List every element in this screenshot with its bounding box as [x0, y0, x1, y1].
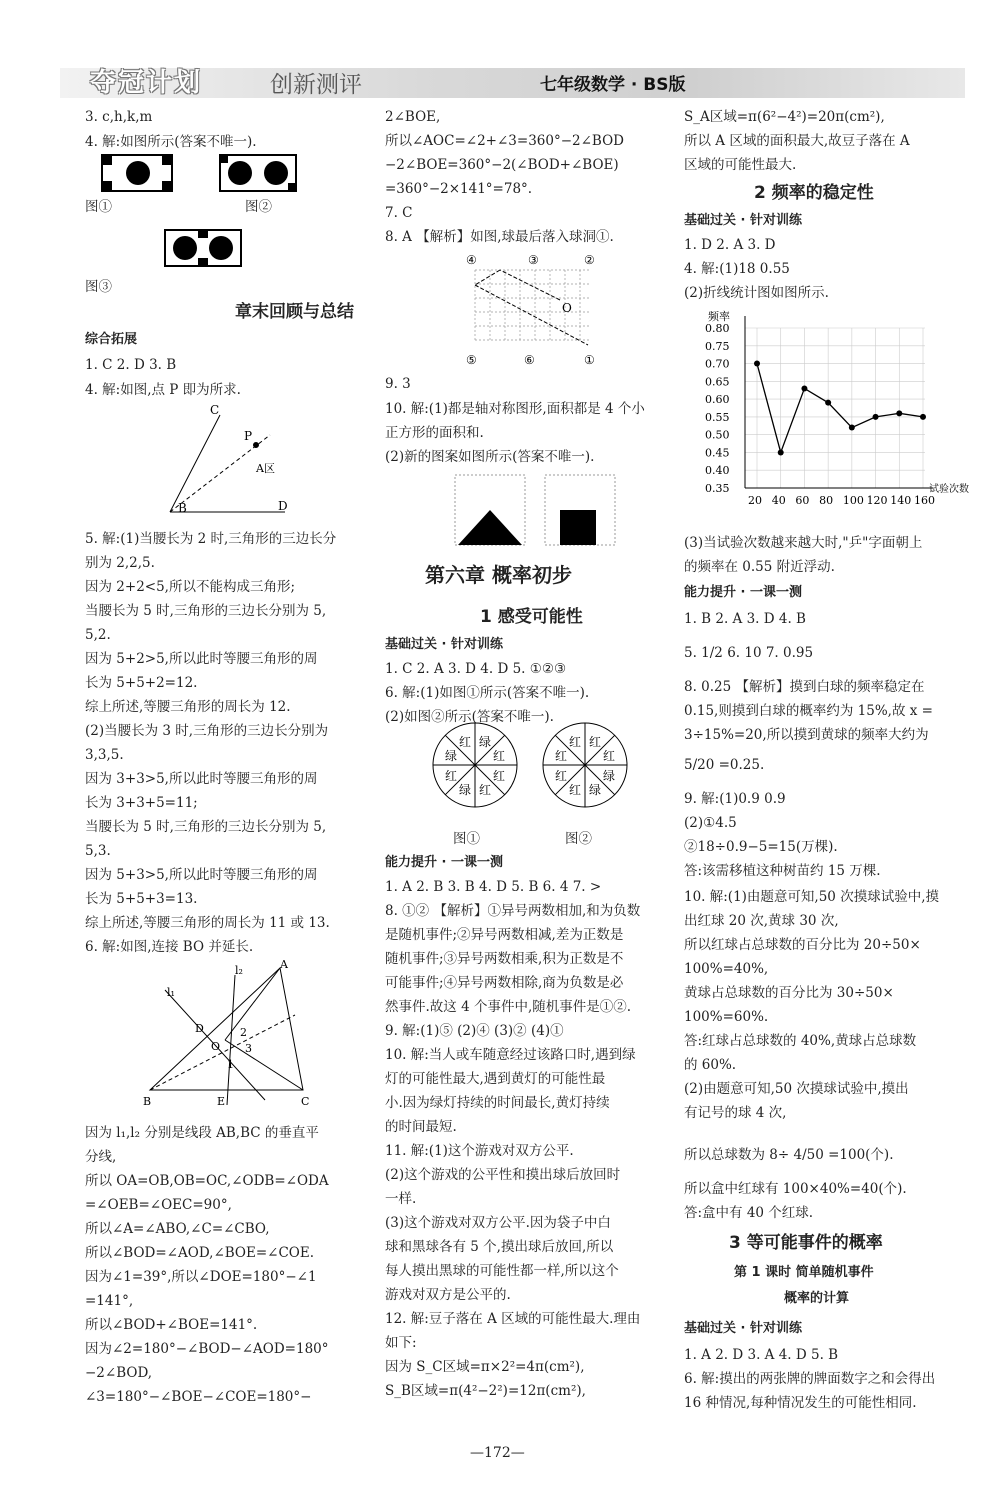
text-line: 3÷15%=20,所以摸到黄球的频率大约为	[684, 727, 929, 743]
text-line: 所以 A 区域的面积最大,故豆子落在 A	[684, 133, 910, 149]
spinner-sector-label: 绿	[444, 749, 457, 764]
text-line: (3)当试验次数越来越大时,"乒"字面朝上	[684, 535, 923, 551]
text-line: 综上所述,等腰三角形的周长为 11 或 13.	[85, 915, 330, 931]
label-c: C	[210, 403, 220, 417]
text-line: 0.15,则摸到白球的概率约为 15%,故 x =	[684, 703, 933, 719]
text-line: =141°,	[85, 1293, 134, 1309]
text-line: =360°−2×141°=78°.	[385, 181, 533, 197]
text-line: 综合拓展	[85, 332, 138, 347]
spinner-sector-label: 红	[588, 734, 601, 749]
svg-text:③: ③	[528, 253, 539, 267]
text-line: 是随机事件;②异号两数相减,差为正数是	[385, 927, 624, 943]
text-line: 1. B 2. A 3. D 4. B	[684, 611, 806, 627]
text-line: 1. C 2. A 3. D 4. D 5. ①②③	[385, 661, 567, 677]
text-line: 的 60%.	[684, 1057, 737, 1073]
text-line: 出红球 20 次,黄球 30 次,	[684, 913, 839, 929]
svg-text:②: ②	[584, 253, 595, 267]
svg-text:C: C	[301, 1095, 310, 1108]
text-line: 长为 5+5+2=12.	[85, 675, 198, 691]
text-line: 9. 3	[385, 376, 411, 392]
text-line: 1. C 2. D 3. B	[85, 357, 177, 373]
text-line: 16 种情况,每种情况发生的可能性相同.	[684, 1395, 917, 1411]
svg-text:O: O	[562, 301, 572, 315]
text-line: 10. 解:(1)都是轴对称图形,面积都是 4 个小	[385, 401, 645, 417]
text-line: 9. 解:(1)0.9 0.9	[684, 791, 786, 807]
text-line: 图③	[85, 279, 112, 295]
text-line: 9. 解:(1)⑤ (2)④ (3)② (4)①	[385, 1023, 564, 1039]
text-line: 8. ①② 【解析】①异号两数相加,和为负数	[385, 903, 641, 919]
figure-angle-bisector	[160, 400, 300, 520]
y-tick-label: 0.60	[705, 393, 730, 407]
series-line	[757, 364, 923, 453]
spinner-sector-label: 红	[603, 749, 616, 764]
svg-text:1: 1	[227, 1058, 234, 1071]
text-line: 图②	[565, 831, 592, 847]
y-tick-label: 0.75	[705, 339, 730, 353]
text-line: 所以∠BOD=∠AOD,∠BOE=∠COE.	[85, 1245, 315, 1261]
text-line: 8. 0.25 【解析】摸到白球的频率稳定在	[684, 679, 925, 695]
text-line: ②18÷0.9−5=15(万棵).	[684, 839, 838, 855]
text-line: 4. 解:(1)18 0.55	[684, 261, 790, 277]
text-line: 别为 2,2,5.	[85, 555, 155, 571]
svg-text:P: P	[244, 429, 253, 443]
text-line: 综上所述,等腰三角形的周长为 12.	[85, 699, 291, 715]
x-tick-label: 60	[795, 494, 810, 507]
text-line: 1. D 2. A 3. D	[684, 237, 776, 253]
data-point	[778, 449, 784, 455]
svg-text:B: B	[178, 501, 187, 515]
text-line: 10. 解:(1)由题意可知,50 次摸球试验中,摸	[684, 889, 939, 905]
text-line: −2∠BOE=360°−2(∠BOD+∠BOE)	[385, 157, 619, 173]
series-logo: 夺冠计划	[90, 68, 203, 98]
spinner-sector-label: 红	[478, 783, 491, 798]
svg-text:D: D	[278, 499, 288, 513]
svg-text:2: 2	[240, 1026, 247, 1039]
text-line: 长为 5+5+3=13.	[85, 891, 198, 907]
text-line: 12. 解:豆子落在 A 区域的可能性最大.理由	[385, 1311, 641, 1327]
svg-text:A: A	[280, 958, 288, 971]
data-point	[754, 361, 760, 367]
text-line: 11. 解:(1)这个游戏对双方公平.	[385, 1143, 574, 1159]
text-line: 第六章 概率初步	[425, 563, 572, 587]
data-point	[825, 400, 831, 406]
data-point	[920, 414, 926, 420]
text-line: 答:盒中有 40 个红球.	[684, 1205, 814, 1221]
text-line: 章末回顾与总结	[235, 302, 354, 322]
text-line: 5,2.	[85, 627, 111, 643]
text-line: 有记号的球 4 次,	[684, 1105, 787, 1121]
text-line: 4. 解:如图,点 P 即为所求.	[85, 382, 241, 398]
text-line: 图①	[453, 831, 480, 847]
y-tick-label: 0.45	[705, 446, 730, 460]
x-tick-label: 80	[819, 494, 834, 507]
svg-text:3: 3	[245, 1042, 252, 1055]
text-line: 如下:	[385, 1335, 417, 1351]
text-line: 游戏对双方是公平的.	[385, 1287, 511, 1303]
y-axis-label: 频率	[708, 310, 730, 323]
book-title: 七年级数学 · BS版	[540, 75, 686, 95]
text-line: 2∠BOE,	[385, 109, 441, 125]
text-line: 所以盒中红球有 100×40%=40(个).	[684, 1181, 907, 1197]
text-line: 因为 l₁,l₂ 分别是线段 AB,BC 的垂直平	[85, 1125, 319, 1141]
figure-spinners	[420, 715, 640, 825]
text-line: 然事件.故这 4 个事件中,随机事件是①②.	[385, 999, 632, 1015]
spinner-sector-label: 绿	[588, 783, 601, 798]
text-line: 小.因为绿灯持续的时间最长,黄灯持续	[385, 1095, 610, 1111]
text-line: 灯的可能性最大,遇到黄灯的可能性最	[385, 1071, 606, 1087]
text-line: 100%=60%.	[684, 1009, 769, 1025]
y-tick-label: 0.40	[705, 464, 730, 478]
text-line: (2)这个游戏的公平性和摸出球后放回时	[385, 1167, 621, 1183]
x-tick-label: 160	[914, 494, 935, 507]
x-tick-label: 20	[748, 494, 762, 507]
spinner-sector-label: 红	[569, 734, 582, 749]
svg-text:⑥: ⑥	[524, 353, 535, 367]
text-line: 3 等可能事件的概率	[729, 1233, 883, 1253]
data-point	[801, 385, 807, 391]
text-line: 黄球占总球数的百分比为 30÷50×	[684, 985, 894, 1001]
text-line: 当腰长为 5 时,三角形的三边长分别为 5,	[85, 819, 327, 835]
text-line: (2)如图②所示(答案不唯一).	[385, 709, 554, 725]
x-axis-label: 试验次数	[929, 484, 969, 495]
text-line: 答:该需移植这种树苗约 15 万棵.	[684, 863, 881, 879]
text-line: 6. 解:如图,连接 BO 并延长.	[85, 939, 254, 955]
spinner-sector-label: 红	[493, 768, 506, 783]
text-line: 所以总球数为 8÷ 4/50 =100(个).	[684, 1147, 894, 1163]
text-line: 因为 5+2>5,所以此时等腰三角形的周	[85, 651, 318, 667]
text-line: 可能事件;④异号两数相除,商为负数是必	[385, 975, 624, 991]
figure-tile-patterns	[450, 470, 630, 550]
y-tick-label: 0.55	[705, 410, 730, 424]
page-number: —172—	[470, 1445, 525, 1461]
y-tick-label: 0.80	[705, 322, 730, 335]
spinner-sector-label: 红	[444, 768, 457, 783]
text-line: 5/20 =0.25.	[684, 757, 765, 773]
text-line: 区域的可能性最大.	[684, 157, 797, 173]
text-line: 因为 5+3>5,所以此时等腰三角形的周	[85, 867, 318, 883]
text-line: 所以 OA=OB,OB=OC,∠ODB=∠ODA	[85, 1173, 329, 1189]
text-line: S_A区域=π(6²−4²)=20π(cm²),	[684, 109, 885, 125]
svg-text:E: E	[217, 1095, 226, 1108]
text-line: 因为 S_C区域=π×2²=4π(cm²),	[385, 1359, 585, 1375]
text-line: 答:红球占总球数的 40%,黄球占总球数	[684, 1033, 917, 1049]
text-line: 7. C	[385, 205, 413, 221]
text-line: 能力提升 · 一课一测	[684, 585, 802, 600]
text-line: 的频率在 0.55 附近浮动.	[684, 559, 835, 575]
text-line: 所以∠A=∠ABO,∠C=∠CBO,	[85, 1221, 270, 1237]
text-line: 因为 3+3>5,所以此时等腰三角形的周	[85, 771, 318, 787]
text-line: 的时间最短.	[385, 1119, 457, 1135]
x-tick-label: 100	[842, 494, 864, 507]
text-line: 因为∠2=180°−∠BOD−∠AOD=180°	[85, 1341, 329, 1357]
text-line: 长为 3+3+5=11;	[85, 795, 198, 811]
text-line: 6. 解:摸出的两张牌的牌面数字之和会得出	[684, 1371, 936, 1387]
text-line: 每人摸出黑球的可能性都一样,所以这个	[385, 1263, 619, 1279]
text-line: 100%=40%,	[684, 961, 769, 977]
text-line: (2)折线统计图如图所示.	[684, 285, 829, 301]
text-line: 2 频率的稳定性	[754, 183, 874, 203]
text-line: ∠3=180°−∠BOE−∠COE=180°−	[85, 1389, 312, 1405]
svg-text:④: ④	[466, 253, 477, 267]
text-line: 概率的计算	[784, 1291, 850, 1306]
text-line: 所以∠BOD+∠BOE=141°.	[85, 1317, 258, 1333]
text-line: 6. 解:(1)如图①所示(答案不唯一).	[385, 685, 590, 701]
spinner-sector-label: 绿	[459, 783, 472, 798]
text-line: 5. 解:(1)当腰长为 2 时,三角形的三边长分	[85, 531, 337, 547]
x-tick-label: 120	[866, 494, 888, 507]
y-tick-label: 0.65	[705, 375, 730, 389]
text-line: 能力提升 · 一课一测	[385, 855, 503, 870]
text-line: (2)当腰长为 3 时,三角形的三边长分别为	[85, 723, 329, 739]
text-line: 图①	[85, 199, 112, 215]
text-line: 因为 2+2<5,所以不能构成三角形;	[85, 579, 296, 595]
text-line: 球和黑球各有 5 个,摸出球后放回,所以	[385, 1239, 614, 1255]
text-line: 5,3.	[85, 843, 111, 859]
text-line: 分线,	[85, 1149, 117, 1165]
page-header	[60, 58, 965, 100]
data-point	[896, 410, 902, 416]
text-line: 4. 解:如图所示(答案不唯一).	[85, 134, 257, 150]
text-line: 一样.	[385, 1191, 417, 1207]
svg-text:D: D	[195, 1022, 204, 1035]
text-line: 基础过关 · 针对训练	[684, 1321, 802, 1336]
text-line: −2∠BOD,	[85, 1365, 153, 1381]
svg-text:A区: A区	[256, 462, 275, 475]
text-line: 1. A 2. B 3. B 4. D 5. B 6. 4 7. >	[385, 879, 602, 895]
text-line: 正方形的面积和.	[385, 425, 484, 441]
y-tick-label: 0.50	[705, 428, 730, 442]
text-line: 当腰长为 5 时,三角形的三边长分别为 5,	[85, 603, 327, 619]
text-line: (2)由题意可知,50 次摸球试验中,摸出	[684, 1081, 909, 1097]
svg-text:l₁: l₁	[167, 986, 175, 999]
fig-label-2: 图②	[245, 199, 272, 215]
text-line: 基础过关 · 针对训练	[385, 637, 503, 652]
text-line: 1. A 2. D 3. A 4. D 5. B	[684, 1347, 839, 1363]
spinner-sector-label: 红	[554, 749, 567, 764]
spinner-sector-label: 红	[493, 749, 506, 764]
text-line: 所以红球占总球数的百分比为 20÷50×	[684, 937, 921, 953]
spinner-sector-label: 红	[459, 734, 472, 749]
spinner-sector-label: 绿	[603, 768, 616, 783]
svg-text:l₂: l₂	[235, 964, 243, 977]
series-brand: 创新测评	[270, 72, 362, 98]
svg-text:①: ①	[584, 353, 595, 367]
text-line: =∠OEB=∠OEC=90°,	[85, 1197, 232, 1213]
text-line: (2)新的图案如图所示(答案不唯一).	[385, 449, 595, 465]
svg-text:⑤: ⑤	[466, 353, 477, 367]
data-point	[873, 414, 879, 420]
x-tick-label: 140	[890, 494, 912, 507]
text-line: (3)这个游戏对双方公平.因为袋子中白	[385, 1215, 611, 1231]
figure-pool-grid	[460, 250, 610, 370]
figure-triangle-perpendicular-bisectors	[135, 960, 315, 1110]
text-line: S_B区域=π(4²−2²)=12π(cm²),	[385, 1383, 586, 1399]
text-line: 第 1 课时 简单随机事件	[734, 1265, 874, 1280]
text-line: 8. A 【解析】如图,球最后落入球洞①.	[385, 229, 614, 245]
x-tick-label: 40	[771, 494, 786, 507]
text-line: 1 感受可能性	[480, 607, 583, 627]
text-line: 5. 1/2 6. 10 7. 0.95	[684, 645, 814, 661]
spinner-sector-label: 红	[554, 768, 567, 783]
spinner-sector-label: 红	[569, 783, 582, 798]
text-line: 10. 解:当人或车随意经过该路口时,遇到绿	[385, 1047, 636, 1063]
data-point	[849, 425, 855, 431]
y-tick-label: 0.70	[705, 357, 730, 371]
text-line: (2)①4.5	[684, 815, 737, 831]
text-line: 3,3,5.	[85, 747, 124, 763]
text-line: 所以∠AOC=∠2+∠3=360°−2∠BOD	[385, 133, 624, 149]
svg-text:B: B	[143, 1095, 152, 1108]
svg-text:O: O	[211, 1040, 221, 1053]
text-line: 3. c,h,k,m	[85, 109, 153, 125]
figure-dice-patterns	[100, 150, 310, 270]
text-line: 因为∠1=39°,所以∠DOE=180°−∠1	[85, 1269, 317, 1285]
text-line: 随机事件;③异号两数相乘,积为正数是不	[385, 951, 624, 967]
y-tick-label: 0.35	[705, 482, 730, 495]
text-line: 基础过关 · 针对训练	[684, 213, 802, 228]
spinner-sector-label: 绿	[478, 734, 491, 749]
frequency-line-chart	[700, 308, 969, 528]
